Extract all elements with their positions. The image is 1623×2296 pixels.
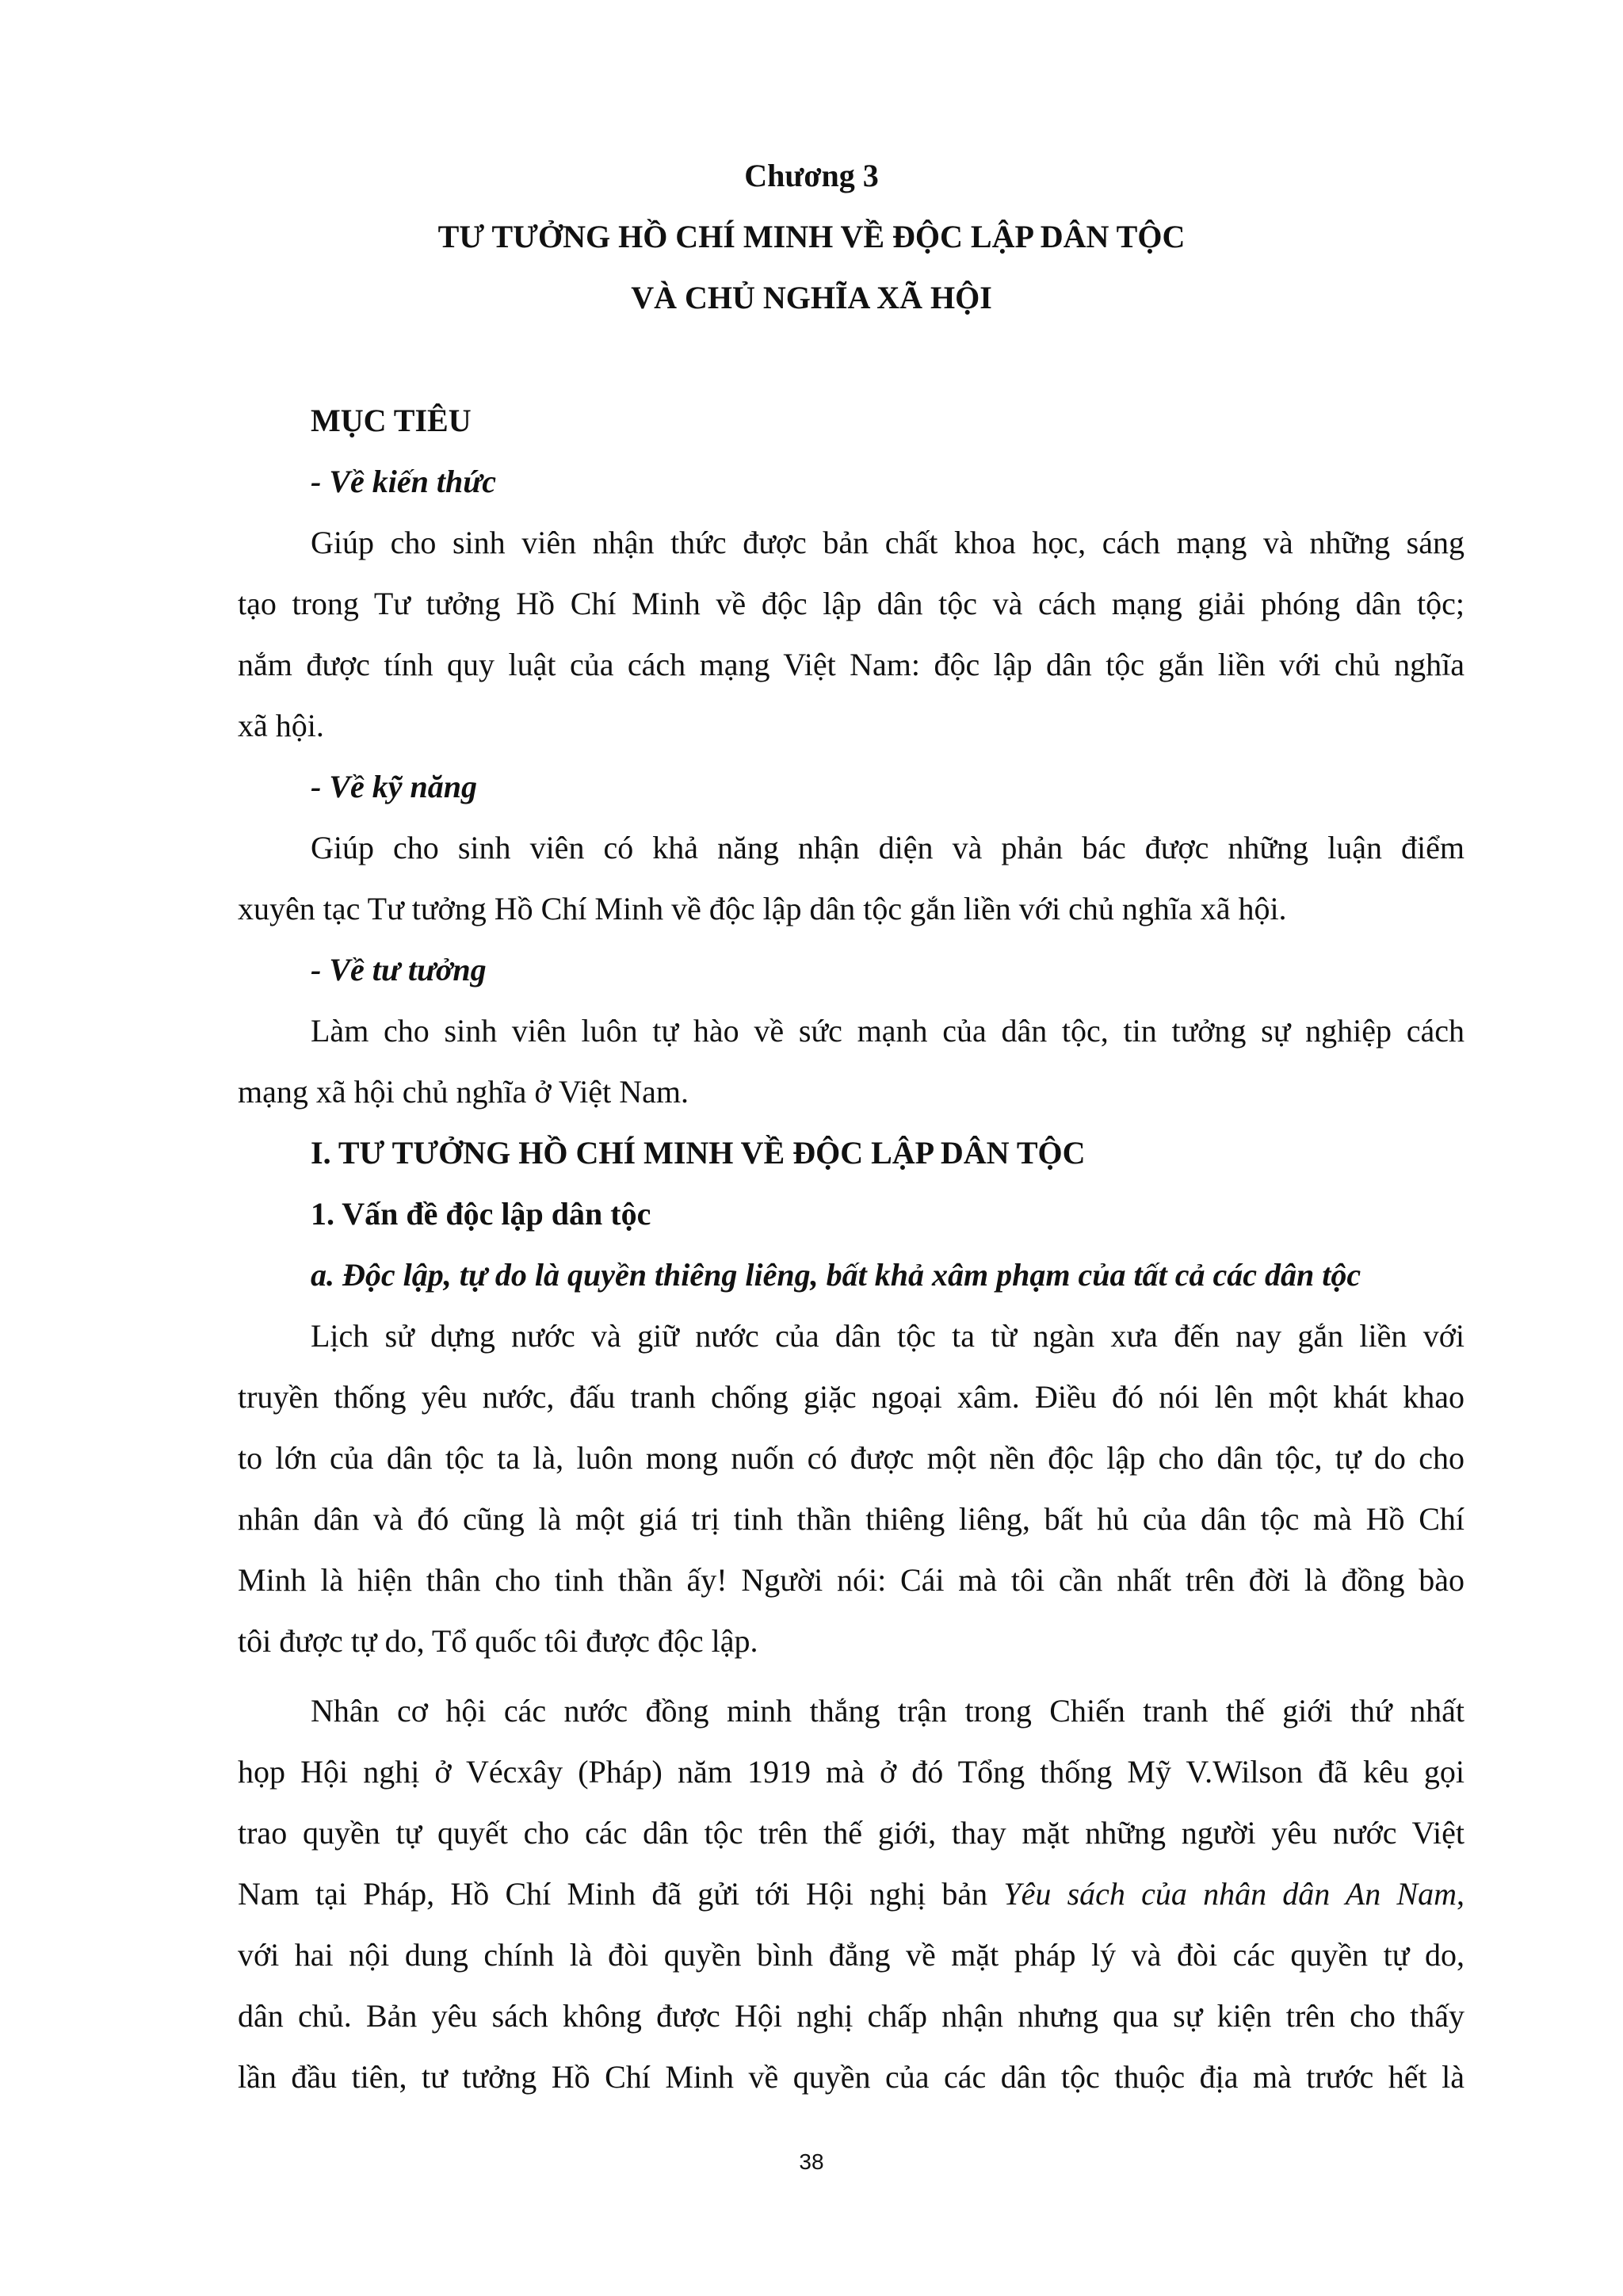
subsection-heading: 1. Vấn đề độc lập dân tộc (311, 1196, 651, 1232)
thought-heading: - Về tư tưởng (311, 952, 487, 988)
section-heading: I. TƯ TƯỞNG HỒ CHÍ MINH VỀ ĐỘC LẬP DÂN TỘC (311, 1135, 1086, 1171)
knowledge-line: tạo trong Tư tưởng Hồ Chí Minh về độc lập dân tộc và cách mạng giải phóng dân tộc; (238, 586, 1465, 621)
subsubsection-heading: a. Độc lập, tự do là quyền thiêng liêng, bất khả xâm phạm của tất cả các dân tộc (311, 1257, 1361, 1293)
thought-line: mạng xã hội chủ nghĩa ở Việt Nam. (238, 1074, 689, 1110)
skills-heading: - Về kỹ năng (311, 769, 477, 804)
knowledge-line: Giúp cho sinh viên nhận thức được bản chất khoa học, cách mạng và những sáng (311, 525, 1465, 560)
paragraph-line: to lớn của dân tộc ta là, luôn mong nuốn có được một nền độc lập cho dân tộc, tự do cho (238, 1440, 1465, 1476)
paragraph-line: trao quyền tự quyết cho các dân tộc trên thế giới, thay mặt những người yêu nước Việt (238, 1815, 1465, 1851)
paragraph-line: nhân dân và đó cũng là một giá trị tinh thần thiêng liêng, bất hủ của dân tộc mà Hồ Chí (238, 1501, 1465, 1537)
skills-line: Giúp cho sinh viên có khả năng nhận diện và phản bác được những luận điểm (311, 830, 1465, 865)
document-title-italic: Yêu sách của nhân dân An Nam (1003, 1876, 1457, 1912)
paragraph-line: Nhân cơ hội các nước đồng minh thắng trận trong Chiến tranh thế giới thứ nhất (311, 1693, 1465, 1729)
paragraph-text: Nam tại Pháp, Hồ Chí Minh đã gửi tới Hội nghị bản (238, 1876, 1004, 1912)
paragraph-line (238, 1875, 1465, 1912)
chapter-title-line1: TƯ TƯỞNG HỒ CHÍ MINH VỀ ĐỘC LẬP DÂN TỘC (437, 219, 1186, 254)
knowledge-heading: - Về kiến thức (311, 464, 496, 499)
skills-line: xuyên tạc Tư tưởng Hồ Chí Minh về độc lập dân tộc gắn liền với chủ nghĩa xã hội. (238, 891, 1287, 926)
paragraph-line: với hai nội dung chính là đòi quyền bình đẳng về mặt pháp lý và đòi các quyền tự do, (238, 1937, 1465, 1973)
paragraph-line: dân chủ. Bản yêu sách không được Hội nghị chấp nhận nhưng qua sự kiện trên cho thấy (238, 1998, 1465, 2034)
objectives-heading: MỤC TIÊU (311, 403, 472, 438)
paragraph-line: Lịch sử dựng nước và giữ nước của dân tộc ta từ ngàn xưa đến nay gắn liền với (311, 1318, 1465, 1354)
chapter-title-line2: VÀ CHỦ NGHĨA XÃ HỘI (631, 280, 992, 315)
paragraph-line: Minh là hiện thân cho tinh thần ấy! Người nói: Cái mà tôi cần nhất trên đời là đồng bào (238, 1562, 1465, 1598)
paragraph-line: lần đầu tiên, tư tưởng Hồ Chí Minh về quyền của các dân tộc thuộc địa mà trước hết là (238, 2059, 1465, 2095)
paragraph-line: tôi được tự do, Tổ quốc tôi được độc lập. (238, 1623, 758, 1659)
chapter-number: Chương 3 (744, 158, 879, 193)
thought-line: Làm cho sinh viên luôn tự hào về sức mạnh của dân tộc, tin tưởng sự nghiệp cách (311, 1013, 1465, 1049)
paragraph-line: họp Hội nghị ở Vécxây (Pháp) năm 1919 mà ở đó Tổng thống Mỹ V.Wilson đã kêu gọi (238, 1754, 1465, 1790)
page-number: 38 (799, 2149, 824, 2174)
paragraph-line: truyền thống yêu nước, đấu tranh chống giặc ngoại xâm. Điều đó nói lên một khát khao (238, 1379, 1465, 1415)
knowledge-line: nắm được tính quy luật của cách mạng Việt Nam: độc lập dân tộc gắn liền với chủ nghĩa (238, 647, 1465, 682)
knowledge-line: xã hội. (238, 708, 324, 743)
paragraph-text: , (1457, 1876, 1465, 1912)
